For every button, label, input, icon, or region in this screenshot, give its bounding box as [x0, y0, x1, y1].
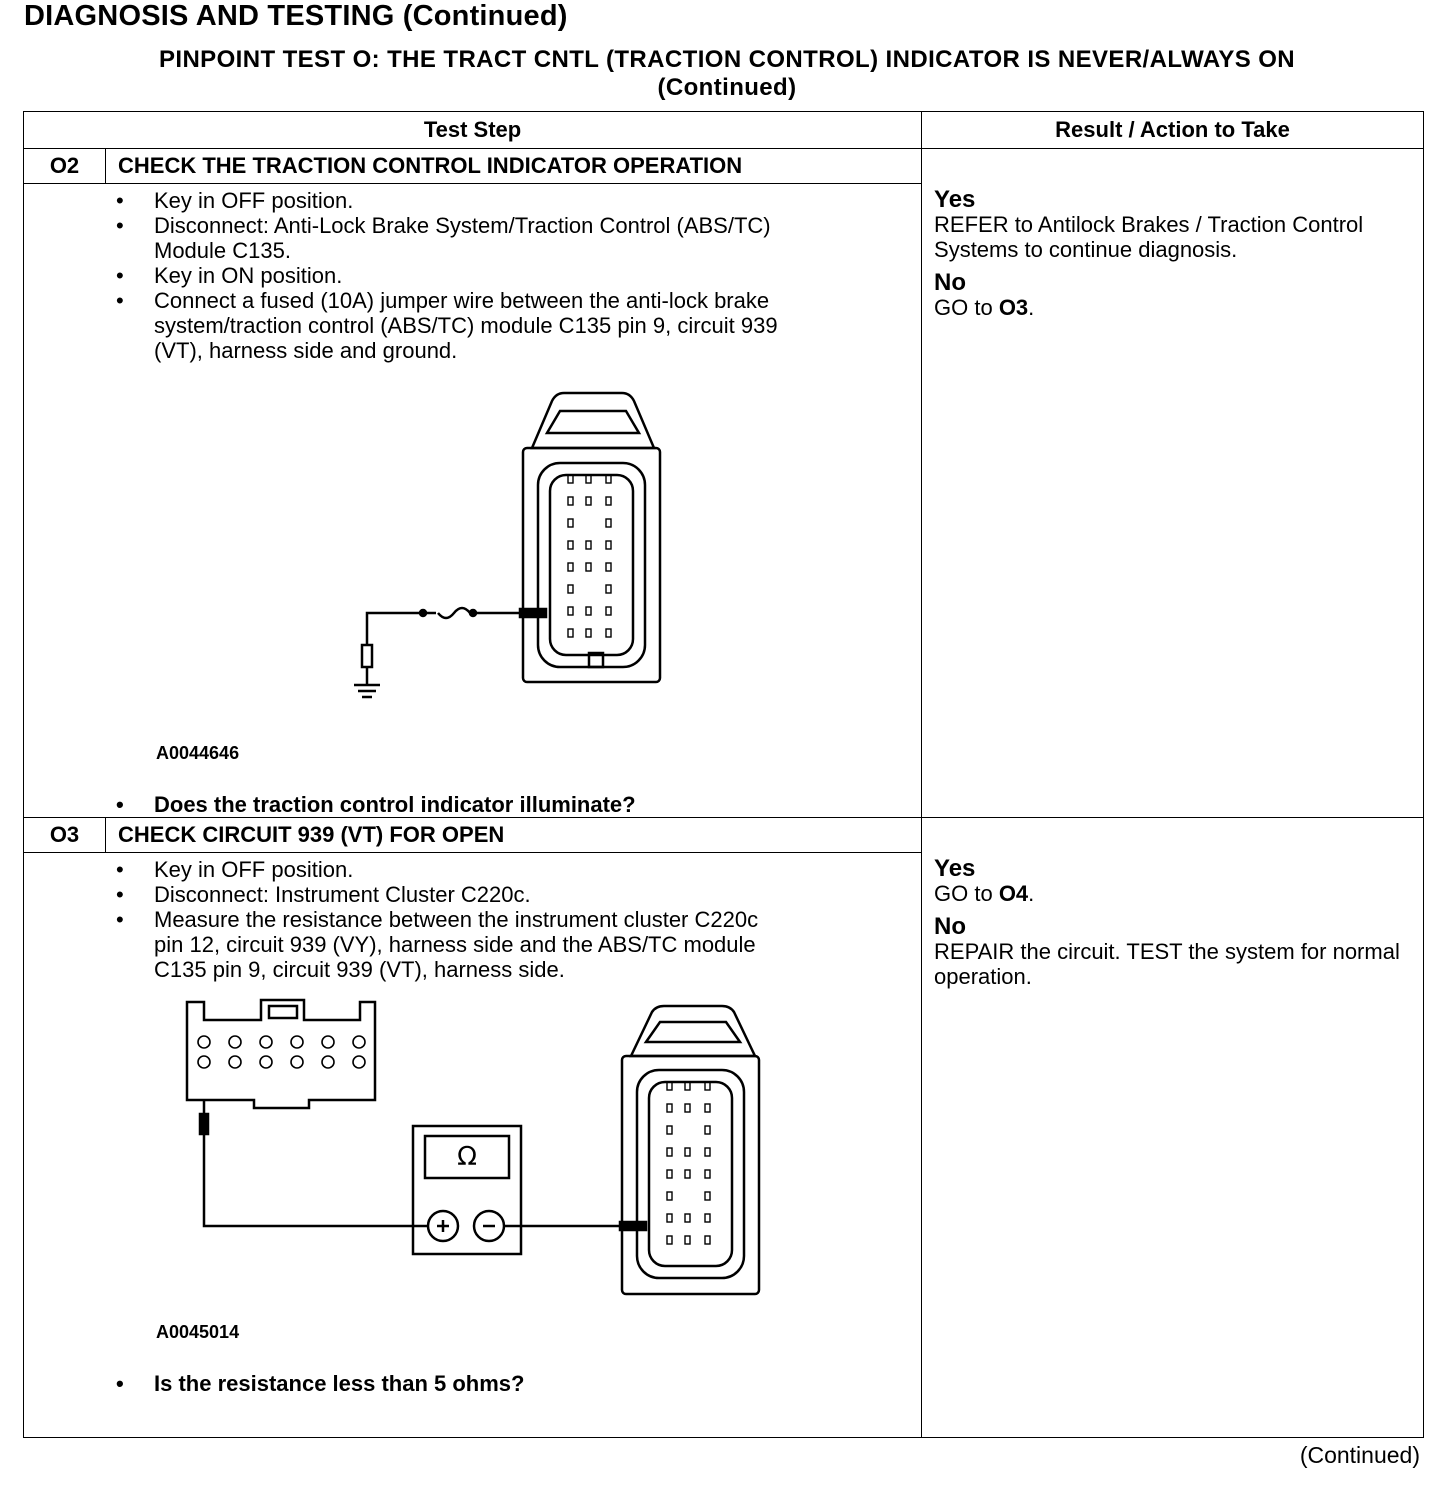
no-action: REPAIR the circuit. TEST the system for normal operation. — [934, 939, 1400, 989]
connector-pin — [568, 563, 573, 571]
connector-pin — [667, 1104, 672, 1112]
connector-pin — [705, 1214, 710, 1222]
connector-pin — [705, 1126, 710, 1134]
goto-link-o3: O3 — [998, 295, 1029, 320]
connector-pin — [586, 607, 591, 615]
yes-action: REFER to Antilock Brakes / Traction Control Systems to continue diagnosis. — [934, 212, 1364, 262]
connector-pin — [667, 1192, 672, 1200]
pinpoint-test-table — [23, 111, 1424, 1438]
no-label: No — [934, 913, 967, 940]
step-o2-body — [24, 184, 922, 818]
connector-pin — [229, 1056, 241, 1068]
step-bullet: • Disconnect: Instrument Cluster C220c. — [154, 882, 784, 907]
connector-pin — [586, 563, 591, 571]
goto-link-o4: O4 — [998, 881, 1029, 906]
connector-pin — [568, 497, 573, 505]
connector-pin — [705, 1170, 710, 1178]
connector-pin — [260, 1056, 272, 1068]
connector-pin — [586, 629, 591, 637]
pinpoint-test-title-line2: (Continued) — [657, 74, 797, 101]
step-bullet: • Key in OFF position. — [154, 857, 784, 882]
fused-jumper-wire — [354, 608, 546, 697]
connector-pin — [568, 519, 573, 527]
connector-pins — [667, 1082, 710, 1244]
instrument-cluster-connector-c220c — [187, 1000, 375, 1108]
connector-pin — [705, 1236, 710, 1244]
connector-pin — [353, 1036, 365, 1048]
step-bullet: • Connect a fused (10A) jumper wire between the anti-lock brake system/traction control (ABS/TC) module C135 pin 9, circuit 939 (VT), harness side and ground. — [154, 288, 794, 363]
pinpoint-test-title — [22, 46, 1432, 102]
connector-pin — [229, 1036, 241, 1048]
connector-pin — [606, 585, 611, 593]
no-label: No — [934, 269, 967, 296]
connector-pin — [198, 1036, 210, 1048]
connector-pin — [685, 1170, 690, 1178]
connector-pin — [705, 1148, 710, 1156]
step-bullet: • Disconnect: Anti-Lock Brake System/Traction Control (ABS/TC) Module C135. — [154, 213, 794, 263]
table-header-row — [24, 112, 1424, 149]
connector-pin — [606, 563, 611, 571]
step-bullet: • Key in ON position. — [154, 263, 794, 288]
connector-pin — [586, 541, 591, 549]
connector-pin — [685, 1236, 690, 1244]
column-header-test-step: Test Step — [24, 112, 922, 149]
figure-code: A0045014 — [156, 1322, 240, 1342]
connector-pin — [586, 497, 591, 505]
connector-pin — [685, 1214, 690, 1222]
step-o3-body — [24, 853, 922, 1438]
connector-pin — [568, 629, 573, 637]
connector-pin — [705, 1104, 710, 1112]
jumper-wire-diagram — [24, 363, 920, 743]
step-heading: CHECK THE TRACTION CONTROL INDICATOR OPERATION — [106, 149, 922, 184]
connector-pin — [667, 1126, 672, 1134]
step-o2-heading-row — [24, 149, 1424, 184]
connector-pin — [667, 1236, 672, 1244]
connector-pin — [260, 1036, 272, 1048]
connector-pin — [198, 1056, 210, 1068]
abs-tc-connector-c135 — [523, 393, 660, 682]
pinpoint-test-title-line1: PINPOINT TEST O: THE TRACT CNTL (TRACTION CONTROL) INDICATOR IS NEVER/ALWAYS ON — [158, 46, 1296, 73]
figure-code: A0044646 — [156, 743, 240, 763]
no-action: GO to O3. — [934, 295, 1035, 320]
step-o3-heading-row — [24, 818, 1424, 853]
connector-pin — [291, 1036, 303, 1048]
connector-pin — [685, 1104, 690, 1112]
connector-pin — [568, 607, 573, 615]
connector-pin — [606, 607, 611, 615]
connector-pin — [291, 1056, 303, 1068]
step-number: O2 — [24, 149, 106, 184]
connector-pin — [322, 1036, 334, 1048]
connector-pins — [568, 475, 611, 637]
meter-leads — [200, 1100, 646, 1230]
step-heading: CHECK CIRCUIT 939 (VT) FOR OPEN — [106, 818, 922, 853]
connector-pin — [606, 519, 611, 527]
connector-pin — [322, 1056, 334, 1068]
continued-label: (Continued) — [1299, 1442, 1420, 1468]
connector-pin — [606, 497, 611, 505]
connector-pin — [606, 541, 611, 549]
connector-pin — [705, 1192, 710, 1200]
step-question: • Is the resistance less than 5 ohms? — [154, 1371, 921, 1396]
ohm-symbol: Ω — [457, 1142, 477, 1172]
yes-action: GO to O4. — [934, 881, 1035, 906]
connector-pin — [685, 1148, 690, 1156]
yes-label: Yes — [934, 186, 976, 213]
step-question: • Does the traction control indicator illuminate? — [154, 792, 921, 817]
connector-pin — [667, 1214, 672, 1222]
connector-pin — [568, 585, 573, 593]
resistance-check-diagram — [24, 982, 920, 1322]
step-bullet: • Measure the resistance between the instrument cluster C220c pin 12, circuit 939 (VY), harness side and the ABS/TC module C135 pin 9, circuit 939 (VT), harness side. — [154, 907, 784, 982]
step-number: O3 — [24, 818, 106, 853]
connector-pin — [667, 1148, 672, 1156]
step-o3-result-cell — [922, 818, 1424, 1438]
connector-pin — [353, 1056, 365, 1068]
step-bullet: • Key in OFF position. — [154, 188, 794, 213]
page-title: DIAGNOSIS AND TESTING (Continued) — [24, 0, 568, 32]
cluster-connector-pins — [198, 1036, 365, 1068]
connector-pin — [568, 541, 573, 549]
yes-label: Yes — [934, 855, 976, 882]
step-o2-result-cell — [922, 149, 1424, 818]
connector-pin — [606, 629, 611, 637]
connector-pin — [667, 1170, 672, 1178]
column-header-result: Result / Action to Take — [922, 112, 1424, 149]
